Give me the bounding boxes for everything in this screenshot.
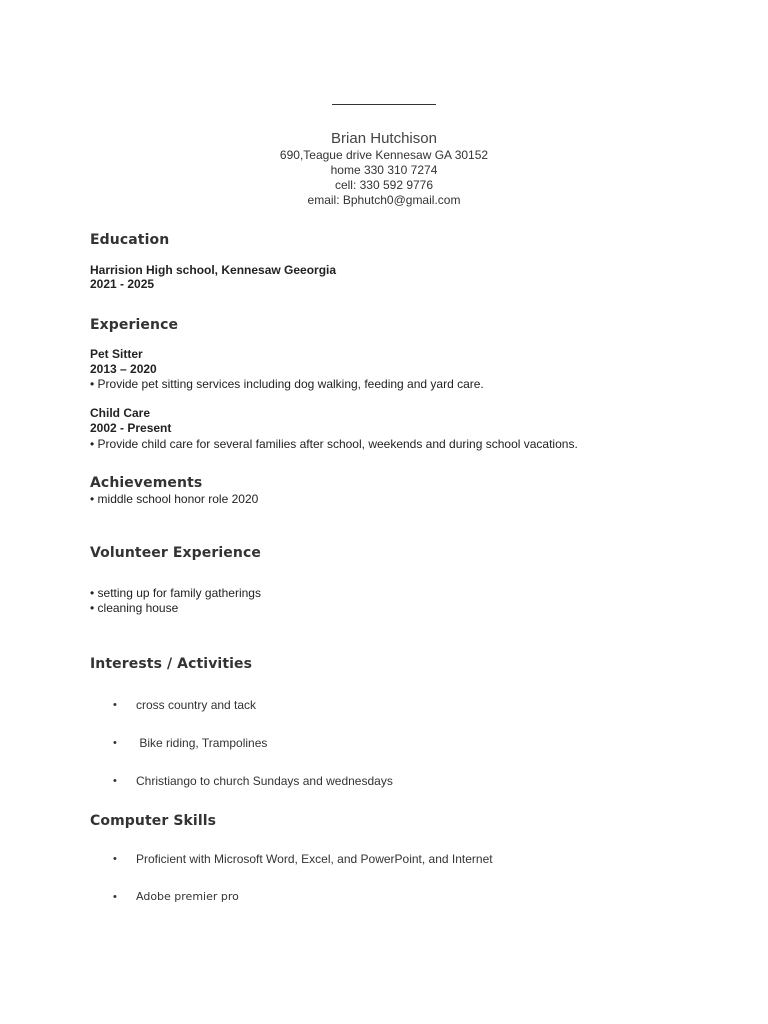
address: 690,Teague drive Kennesaw GA 30152 [279, 148, 489, 162]
section-title-interests: Interests / Activities [90, 656, 253, 672]
interest-item: Christiango to church Sundays and wednesdays [136, 774, 393, 788]
bullet-marker: • [113, 737, 117, 749]
section-title-experience: Experience [90, 317, 179, 333]
home-phone: home 330 310 7274 [330, 163, 438, 177]
job-role: Child Care [90, 406, 151, 420]
bullet-marker: • [113, 775, 117, 787]
email: email: Bphutch0@gmail.com [307, 193, 461, 207]
education-school: Harrision High school, Kennesaw Geeorgia [90, 263, 337, 277]
job-years: 2013 – 2020 [90, 362, 157, 376]
computer-skill-item: Adobe premier pro [136, 890, 239, 903]
header-rule [332, 104, 436, 105]
computer-skill-item: Proficient with Microsoft Word, Excel, and PowerPoint, and Internet [136, 852, 493, 866]
interest-item: cross country and tack [136, 698, 257, 712]
section-title-volunteer: Volunteer Experience [90, 545, 261, 561]
job-description: • Provide pet sitting services including dog walking, feeding and yard care. [90, 377, 484, 391]
section-title-achievements: Achievements [90, 475, 203, 491]
section-title-education: Education [90, 232, 170, 248]
job-description: • Provide child care for several families after school, weekends and during school vacations. [90, 437, 578, 451]
volunteer-item: • cleaning house [90, 601, 179, 615]
job-role: Pet Sitter [90, 347, 143, 361]
cell-phone: cell: 330 592 9776 [334, 178, 434, 192]
job-years: 2002 - Present [90, 421, 172, 435]
volunteer-item: • setting up for family gatherings [90, 586, 261, 600]
contact-header [0, 130, 768, 208]
achievement-item: • middle school honor role 2020 [90, 492, 259, 506]
section-title-computer-skills: Computer Skills [90, 813, 217, 829]
interest-item: Bike riding, Trampolines [136, 736, 268, 750]
bullet-marker: • [113, 699, 117, 711]
bullet-marker: • [113, 891, 117, 903]
applicant-name: Brian Hutchison [331, 130, 437, 147]
education-years: 2021 - 2025 [90, 277, 155, 291]
bullet-marker: • [113, 853, 117, 865]
